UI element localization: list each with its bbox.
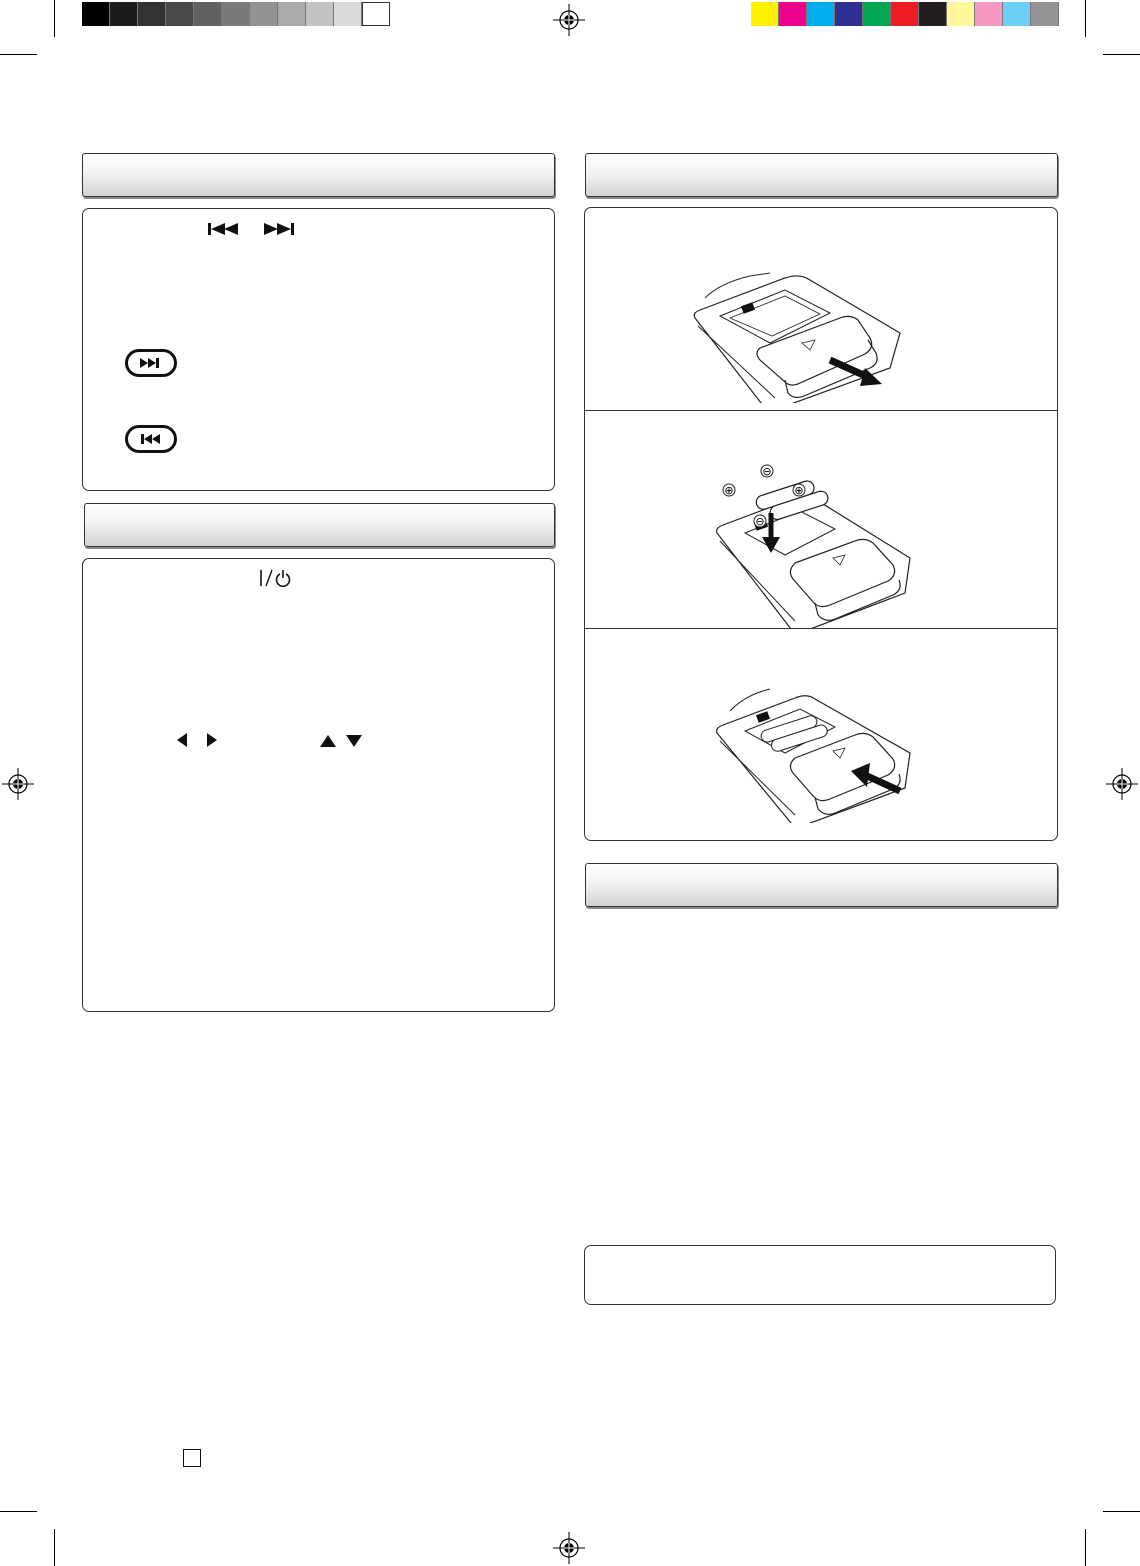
grayscale-swatch: [222, 2, 250, 26]
crop-mark: [1103, 54, 1140, 55]
color-swatch: [947, 2, 975, 26]
registration-mark-left: [2, 768, 34, 800]
step-divider: [585, 410, 1057, 411]
crop-mark: [54, 0, 55, 37]
color-swatch: [863, 2, 891, 26]
grayscale-swatch: [306, 2, 334, 26]
skip-forward-icon: [263, 222, 299, 236]
skip-forward-button[interactable]: [125, 349, 177, 377]
section-header-remote-notes: [585, 863, 1058, 907]
battery-minus-mark: ⊖: [755, 515, 765, 528]
remote-open-cover-illustration: [690, 268, 990, 403]
registration-mark-right: [1106, 768, 1138, 800]
color-swatch: [835, 2, 863, 26]
skip-back-icon: [207, 222, 243, 236]
color-swatch: [1031, 2, 1059, 26]
color-swatch: [975, 2, 1003, 26]
battery-minus-mark: ⊖: [762, 465, 772, 478]
cursor-left-icon: [175, 732, 189, 748]
crop-mark: [54, 1529, 55, 1566]
registration-mark-top: [553, 4, 585, 36]
color-swatch: [807, 2, 835, 26]
skip-back-icon: [139, 434, 163, 444]
crop-mark: [1085, 0, 1086, 37]
battery-plus-mark: ⊕: [724, 484, 734, 497]
crop-mark: [1103, 1511, 1140, 1512]
skip-panel: [82, 208, 555, 491]
grayscale-swatch: [278, 2, 306, 26]
color-swatch: [1003, 2, 1031, 26]
section-header-skip: [82, 153, 555, 197]
power-panel: [82, 558, 555, 1012]
step-divider: [585, 628, 1057, 629]
remote-close-cover-illustration: [715, 683, 1015, 823]
section-header-power: [84, 503, 555, 547]
crop-mark: [0, 54, 37, 55]
color-swatch: [751, 2, 779, 26]
grayscale-swatch: [250, 2, 278, 26]
page-number-box: [183, 1449, 201, 1467]
grayscale-swatch: [334, 2, 362, 26]
crop-mark: [1085, 1529, 1086, 1566]
grayscale-swatch: [166, 2, 194, 26]
cursor-up-icon: [319, 734, 337, 748]
grayscale-swatch: [138, 2, 166, 26]
cursor-right-icon: [205, 732, 219, 748]
color-swatch: [779, 2, 807, 26]
note-box: [584, 1245, 1056, 1305]
grayscale-swatch: [194, 2, 222, 26]
registration-mark-bottom: [553, 1532, 585, 1564]
remote-insert-batteries-illustration: [715, 463, 1015, 628]
crop-mark: [0, 1511, 37, 1512]
cursor-down-icon: [345, 734, 363, 748]
grayscale-swatch: [110, 2, 138, 26]
grayscale-swatch: [82, 2, 110, 26]
grayscale-swatch: [362, 2, 390, 26]
battery-plus-mark: ⊕: [794, 484, 804, 497]
skip-back-button[interactable]: [125, 425, 177, 453]
battery-steps-panel: [584, 207, 1058, 841]
color-swatch: [919, 2, 947, 26]
power-standby-icon: [258, 568, 292, 588]
skip-forward-icon: [139, 358, 163, 368]
color-swatch: [891, 2, 919, 26]
section-header-battery: [585, 153, 1058, 197]
